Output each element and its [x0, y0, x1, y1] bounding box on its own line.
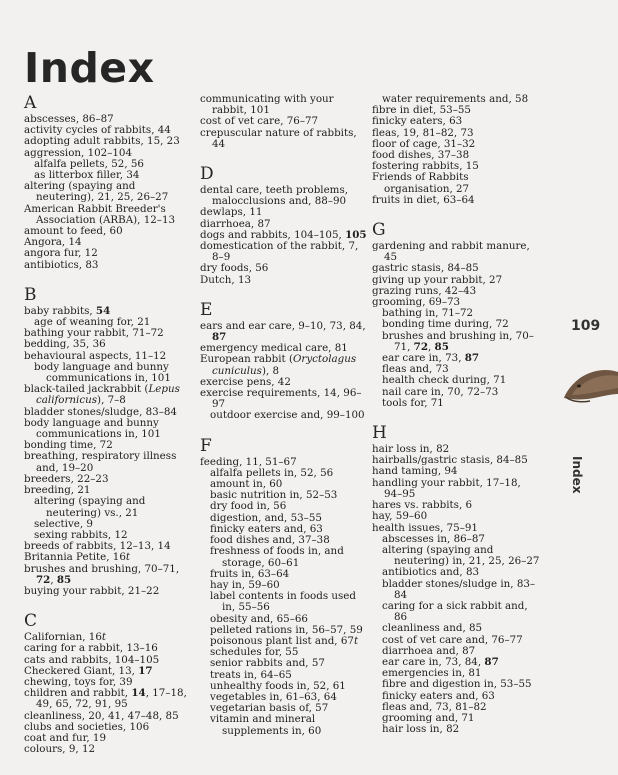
index-entry: fostering rabbits, 15: [372, 160, 479, 173]
index-entry: Britannia Petite, 16t: [24, 551, 131, 564]
index-entry: breeds of rabbits, 12–13, 14: [24, 540, 171, 553]
index-subentry: bonding time during, 72: [382, 318, 509, 331]
index-entry: aggression, 102–104: [24, 146, 133, 159]
index-entry: clubs and societies, 106: [24, 720, 150, 733]
index-entry: angora fur, 12: [24, 247, 98, 260]
index-entry: Angora, 14: [24, 236, 82, 249]
index-subentry: food dishes and, 37–38: [210, 534, 330, 547]
index-entry: abscesses, 86–87: [24, 113, 114, 125]
index-subentry: body language and bunny communications in, 101: [34, 360, 171, 385]
index-subentry: dry food in, 56: [210, 500, 287, 513]
index-subentry: schedules for, 55: [210, 646, 299, 659]
section-letter: D: [200, 164, 214, 185]
index-entry: gardening and rabbit manure, 45: [372, 240, 530, 264]
index-column-3: [372, 94, 540, 735]
index-entry: cleanliness, 20, 41, 47–48, 85: [24, 709, 179, 722]
index-subentry: basic nutrition in, 52–53: [210, 489, 338, 502]
index-entry: amount to feed, 60: [24, 225, 123, 238]
index-entry: Friends of Rabbits organisation, 27: [372, 171, 470, 195]
index-entry: handling your rabbit, 17–18, 94–95: [372, 476, 521, 500]
index-entry: altering (spaying and neutering), 21, 25, 26–27: [24, 180, 169, 204]
section-letter: A: [24, 93, 37, 113]
index-entry: hair loss in, 82: [372, 443, 450, 456]
index-entry: children and rabbit, 14, 17–18, 49, 65, 72, 91, 95: [24, 687, 187, 711]
index-subentry: fibre and digestion in, 53–55: [382, 678, 532, 691]
index-subentry: age of weaning for, 21: [34, 316, 151, 329]
index-subentry: label contents in foods used in, 55–56: [210, 590, 356, 614]
index-entry: hairballs/gastric stasis, 84–85: [372, 454, 528, 467]
section-letter: F: [200, 435, 212, 456]
index-entry: activity cycles of rabbits, 44: [24, 124, 171, 137]
index-subentry: altering (spaying and neutering) vs., 21: [34, 495, 146, 519]
index-entry: buying your rabbit, 21–22: [24, 584, 160, 597]
index-subentry: alfalfa pellets in, 52, 56: [210, 466, 334, 479]
index-entry: hares vs. rabbits, 6: [372, 499, 473, 512]
index-entry: fruits in diet, 63–64: [372, 193, 475, 206]
index-subentry: cleanliness and, 85: [382, 622, 483, 635]
section-letter: B: [24, 284, 37, 305]
index-entry: Checkered Giant, 13, 17: [24, 664, 153, 677]
index-subentry: vegetarian basis of, 57: [210, 702, 329, 715]
index-subentry: sexing rabbits, 12: [34, 528, 128, 541]
index-entry: fleas, 19, 81–82, 73: [372, 126, 474, 139]
index-subentry: water requirements and, 58: [382, 93, 529, 105]
index-subentry: obesity and, 65–66: [210, 612, 308, 625]
section-letter: C: [24, 611, 38, 632]
index-entry: dewlaps, 11: [200, 206, 263, 219]
index-entry: feeding, 11, 51–67: [200, 455, 297, 468]
index-entry: breeding, 21: [24, 484, 91, 497]
index-subentry: cost of vet care and, 76–77: [382, 633, 523, 646]
index-entry: behavioural aspects, 11–12: [24, 349, 167, 362]
index-subentry: grooming and, 71: [382, 711, 475, 724]
index-entry: European rabbit (Oryctolagus cuniculus), 8: [200, 353, 357, 377]
index-entry: fibre in diet, 53–55: [372, 104, 471, 117]
index-subentry: diarrhoea and, 87: [382, 644, 476, 657]
index-entry: chewing, toys for, 39: [24, 675, 133, 688]
page-number: 109: [571, 318, 601, 334]
index-entry: colours, 9, 12: [24, 743, 96, 756]
index-subentry: abscesses in, 86–87: [382, 532, 485, 545]
index-entry: exercise pens, 42: [200, 375, 291, 388]
index-subentry: emergencies in, 81: [382, 667, 482, 680]
rabbit-photo: [562, 368, 618, 438]
index-subentry: tools for, 71: [382, 396, 444, 409]
index-subentry: unhealthy foods in, 52, 61: [210, 679, 346, 692]
index-entry: bedding, 35, 36: [24, 338, 106, 351]
index-entry: exercise requirements, 14, 96–97: [200, 387, 362, 411]
index-subentry: as litterbox filler, 34: [34, 169, 140, 182]
index-subentry: alfalfa pellets, 52, 56: [34, 157, 144, 170]
index-entry: dogs and rabbits, 104–105, 105: [200, 228, 367, 241]
index-entry: adopting adult rabbits, 15, 23: [24, 135, 180, 148]
index-entry: hand taming, 94: [372, 465, 458, 478]
page-title: Index: [24, 44, 155, 92]
index-entry: gastric stasis, 84–85: [372, 262, 479, 275]
index-subentry: vegetables in, 61–63, 64: [210, 690, 337, 703]
index-subentry: hair loss in, 82: [382, 723, 460, 736]
index-subentry: fleas and, 73, 81–82: [382, 700, 487, 713]
index-subentry: outdoor exercise and, 99–100: [210, 409, 365, 422]
index-entry: crepuscular nature of rabbits, 44: [200, 126, 357, 150]
index-entry: ears and ear care, 9–10, 73, 84, 87: [200, 319, 366, 344]
index-subentry: poisonous plant list and, 67t: [210, 634, 359, 647]
index-entry: emergency medical care, 81: [200, 342, 348, 355]
index-entry: brushes and brushing, 70–71, 72, 85: [24, 562, 180, 586]
index-entry: hay, 59–60: [372, 510, 428, 523]
index-subentry: bladder stones/sludge in, 83–84: [382, 577, 536, 601]
index-entry: domestication of the rabbit, 7, 8–9: [200, 240, 359, 264]
index-subentry: health check during, 71: [382, 374, 507, 387]
index-entry: breeders, 22–23: [24, 472, 109, 485]
index-entry: bonding time, 72: [24, 439, 113, 452]
index-entry: grooming, 69–73: [372, 296, 461, 309]
index-entry: breathing, respiratory illness and, 19–20: [24, 450, 177, 474]
index-subentry: fleas and, 73: [382, 363, 449, 376]
index-entry: black-tailed jackrabbit (Lepus californicus), 7–8: [24, 383, 180, 407]
index-entry: bladder stones/sludge, 83–84: [24, 405, 177, 418]
index-subentry: selective, 9: [34, 517, 93, 530]
index-column-2: [200, 94, 368, 737]
index-subentry: digestion, and, 53–55: [210, 511, 322, 524]
index-subentry: freshness of foods in, and storage, 60–61: [210, 545, 344, 569]
index-subentry: altering (spaying and neutering) in, 21, 25, 26–27: [382, 543, 540, 568]
index-entry: cats and rabbits, 104–105: [24, 653, 160, 666]
section-letter: E: [200, 299, 213, 320]
index-entry: floor of cage, 31–32: [372, 137, 476, 150]
index-subentry: caring for a sick rabbit and, 86: [382, 599, 528, 624]
index-entry: antibiotics, 83: [24, 258, 99, 271]
index-entry: Californian, 16t: [24, 631, 107, 644]
index-entry: diarrhoea, 87: [200, 217, 271, 230]
index-subentry: amount in, 60: [210, 478, 283, 491]
index-entry: grazing runs, 42–43: [372, 284, 477, 297]
index-entry: coat and fur, 19: [24, 731, 107, 744]
section-tab-label: Index: [570, 456, 584, 494]
index-subentry: bathing in, 71–72: [382, 307, 474, 320]
index-subentry: senior rabbits and, 57: [210, 657, 325, 670]
index-subentry: treats in, 64–65: [210, 668, 292, 681]
index-subentry: vitamin and mineral supplements in, 60: [210, 713, 322, 737]
index-entry: health issues, 75–91: [372, 521, 478, 534]
index-entry: Dutch, 13: [200, 273, 252, 286]
index-subentry: pelleted rations in, 56–57, 59: [210, 623, 363, 636]
index-entry: communicating with your rabbit, 101: [200, 93, 334, 117]
section-letter: H: [372, 423, 387, 444]
index-column-1: [24, 94, 192, 755]
index-subentry: antibiotics and, 83: [382, 566, 480, 579]
index-entry: dry foods, 56: [200, 262, 269, 275]
index-subentry: fruits in, 63–64: [210, 567, 290, 580]
index-entry: food dishes, 37–38: [372, 149, 470, 162]
index-entry: American Rabbit Breeder's Association (ARBA), 12–13: [24, 202, 176, 226]
section-letter: G: [372, 220, 386, 241]
index-entry: cost of vet care, 76–77: [200, 115, 319, 128]
index-subentry: brushes and brushing in, 70–71, 72, 85: [382, 329, 534, 353]
index-entry: finicky eaters, 63: [372, 115, 463, 128]
index-subentry: finicky eaters and, 63: [382, 689, 495, 702]
index-subentry: ear care in, 73, 87: [382, 352, 480, 365]
index-entry: body language and bunny communications in, 101: [24, 416, 161, 441]
index-subentry: ear care in, 73, 84, 87: [382, 655, 499, 668]
index-entry: giving up your rabbit, 27: [372, 273, 503, 286]
index-subentry: finicky eaters and, 63: [210, 522, 323, 535]
index-entry: caring for a rabbit, 13–16: [24, 642, 158, 655]
index-subentry: hay in, 59–60: [210, 578, 280, 591]
index-entry: baby rabbits, 54: [24, 304, 111, 317]
index-entry: dental care, teeth problems, malocclusions and, 88–90: [200, 184, 349, 208]
index-entry: bathing your rabbit, 71–72: [24, 327, 164, 340]
index-subentry: nail care in, 70, 72–73: [382, 385, 499, 398]
